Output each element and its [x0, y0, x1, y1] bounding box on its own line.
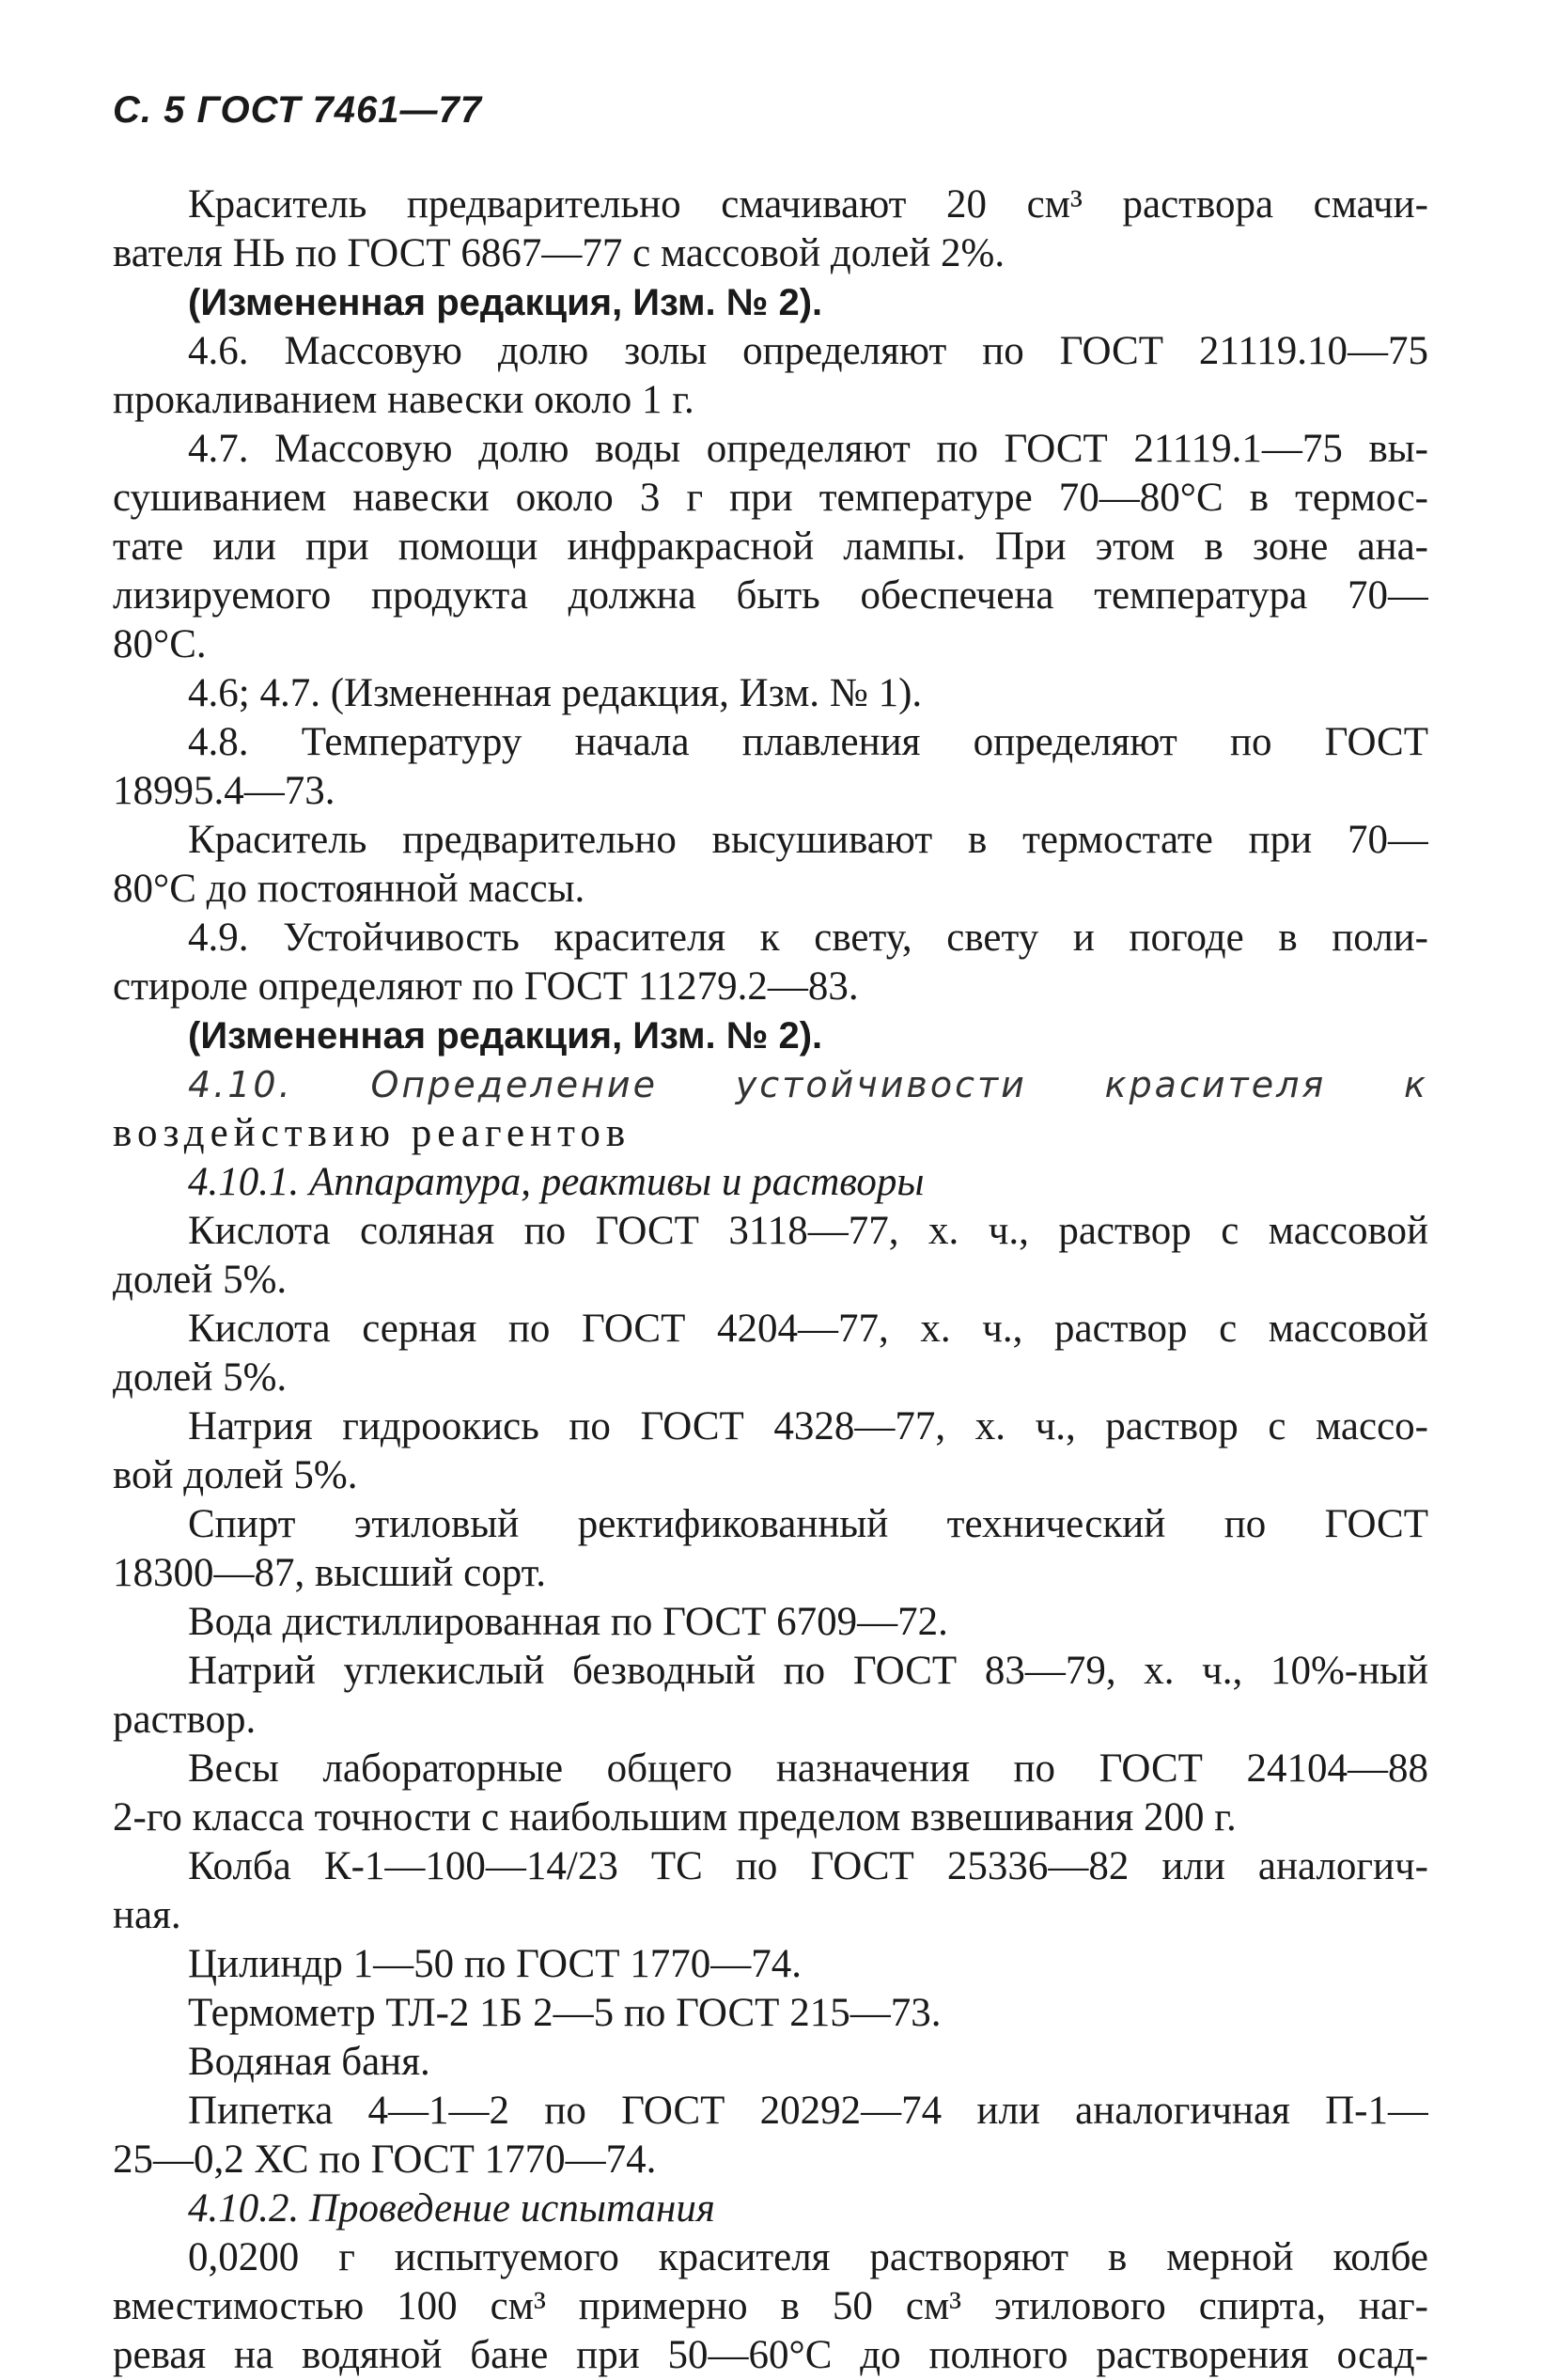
text-line: воздействию реагентов — [113, 1111, 631, 1155]
text-line: 80°С до постоянной массы. — [113, 867, 585, 911]
text-line: стироле определяют по ГОСТ 11279.2—83. — [113, 964, 859, 1009]
text-line: вателя НЬ по ГОСТ 6867—77 с массовой долей 2%. — [113, 231, 1005, 275]
text-line: Колба К-1—100—14/23 ТС по ГОСТ 25336—82 или аналогич- — [188, 1844, 1428, 1888]
text-line: Натрий углекислый безводный по ГОСТ 83—79, х. ч., 10%-ный — [188, 1649, 1428, 1693]
text-line: 18995.4—73. — [113, 769, 335, 813]
text-line: Спирт этиловый ректификованный технический по ГОСТ — [188, 1502, 1428, 1546]
text-line: 4.9. Устойчивость красителя к свету, свету и погоде в поли- — [188, 916, 1428, 960]
text-line: сушиванием навески около 3 г при температуре 70—80°С в термос- — [113, 476, 1428, 520]
text-line: раствор. — [113, 1698, 257, 1742]
text-line: 4.7. Массовую долю воды определяют по ГОСТ 21119.1—75 вы- — [188, 427, 1428, 471]
text-line: ная. — [113, 1893, 181, 1937]
text-line: Краситель предварительно высушивают в термостате при 70— — [188, 818, 1428, 862]
text-line: тате или при помощи инфракрасной лампы. При этом в зоне ана- — [113, 525, 1428, 569]
text-line: Термометр ТЛ-2 1Б 2—5 по ГОСТ 215—73. — [188, 1991, 942, 2035]
text-line: Кислота соляная по ГОСТ 3118—77, х. ч., раствор с массовой — [188, 1209, 1428, 1253]
text-line: 18300—87, высший сорт. — [113, 1551, 546, 1595]
text-line: ревая на водяной бане при 50—60°С до полного растворения осад- — [113, 2333, 1428, 2377]
text-line: 25—0,2 ХС по ГОСТ 1770—74. — [113, 2137, 657, 2182]
text-line: Водяная баня. — [188, 2040, 430, 2084]
text-line: Вода дистиллированная по ГОСТ 6709—72. — [188, 1600, 948, 1644]
text-line: 4.10.1. Аппаратура, реактивы и растворы — [188, 1160, 925, 1204]
text-line: Цилиндр 1—50 по ГОСТ 1770—74. — [188, 1942, 802, 1986]
text-line: Пипетка 4—1—2 по ГОСТ 20292—74 или аналогичная П-1— — [188, 2089, 1428, 2133]
text-line: 4.10. Определение устойчивости красителя к — [188, 1064, 1428, 1105]
text-line: 2-го класса точности с наибольшим пределом взвешивания 200 г. — [113, 1795, 1237, 1840]
text-line: прокаливанием навески около 1 г. — [113, 378, 694, 422]
text-line: 4.10.2. Проведение испытания — [188, 2186, 715, 2231]
text-line: Краситель предварительно смачивают 20 см³ раствора смачи- — [188, 182, 1428, 227]
document-page — [113, 89, 1428, 2377]
text-line: Кислота серная по ГОСТ 4204—77, х. ч., раствор с массовой — [188, 1307, 1428, 1351]
text-line: (Измененная редакция, Изм. № 2). — [188, 282, 823, 323]
document-body — [113, 180, 1428, 2380]
text-line: 80°С. — [113, 622, 207, 666]
page-header: С. 5 ГОСТ 7461—77 — [113, 89, 482, 131]
text-line: (Измененная редакция, Изм. № 2). — [188, 1015, 823, 1057]
text-line: вой долей 5%. — [113, 1453, 358, 1497]
text-line: Весы лабораторные общего назначения по ГОСТ 24104—88 — [188, 1746, 1428, 1791]
text-line: долей 5%. — [113, 1355, 288, 1400]
text-line: лизируемого продукта должна быть обеспечена температура 70— — [113, 573, 1428, 618]
text-line: 4.6; 4.7. (Измененная редакция, Изм. № 1). — [188, 671, 923, 715]
text-line: 4.6. Массовую долю золы определяют по ГОСТ 21119.10—75 — [188, 329, 1428, 373]
text-line: долей 5%. — [113, 1258, 288, 1302]
text-line: вместимостью 100 см³ примерно в 50 см³ этилового спирта, наг- — [113, 2284, 1428, 2328]
text-line: 4.8. Температуру начала плавления определяют по ГОСТ — [188, 720, 1428, 764]
text-line: 0,0200 г испытуемого красителя растворяют в мерной колбе — [188, 2235, 1428, 2279]
text-line: Натрия гидроокись по ГОСТ 4328—77, х. ч., раствор с массо- — [188, 1404, 1428, 1448]
